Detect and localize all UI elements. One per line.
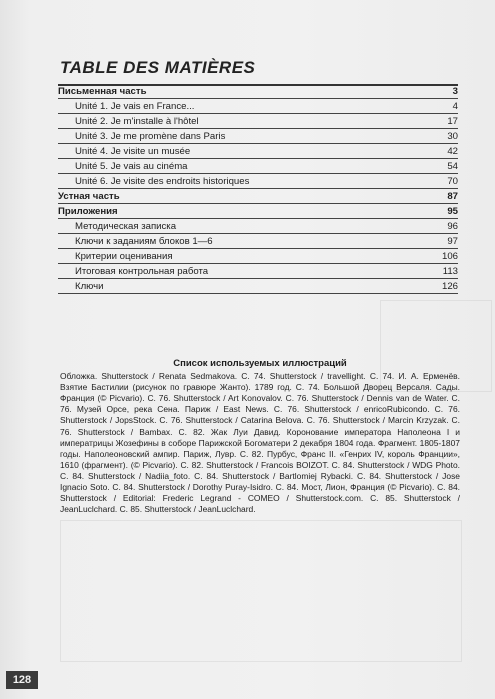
toc-entry-label: Итоговая контрольная работа — [75, 266, 209, 277]
toc-entry-row — [58, 144, 458, 159]
toc-entry-page: 54 — [447, 161, 458, 172]
toc-entry-label: Unité 4. Je visite un musée — [75, 146, 191, 157]
toc-entry-label: Unité 3. Je me promène dans Paris — [75, 131, 226, 142]
toc-entry-label: Методическая записка — [75, 221, 177, 232]
toc-section-row — [58, 204, 458, 219]
toc-entry-page: 87 — [447, 191, 458, 202]
toc-entry-row — [58, 219, 458, 234]
toc-entry-label: Unité 5. Je vais au cinéma — [75, 161, 188, 172]
toc-entry-page: 70 — [447, 176, 458, 187]
toc-entry-row — [58, 174, 458, 189]
page-title: TABLE DES MATIÈRES — [60, 58, 256, 77]
toc-entry-label: Ключи к заданиям блоков 1—6 — [75, 236, 213, 247]
illustrations-title: Список используемых иллюстраций — [173, 358, 347, 369]
toc-entry-row — [58, 264, 458, 279]
toc-section-row — [58, 189, 458, 204]
toc-entry-page: 96 — [447, 221, 458, 232]
toc-entry-label: Критерии оценивания — [75, 251, 173, 262]
toc-entry-page: 30 — [447, 131, 458, 142]
toc-entry-row — [58, 249, 458, 264]
toc-entry-page: 126 — [441, 281, 458, 292]
toc-entry-page: 97 — [447, 236, 458, 247]
toc-entry-row — [58, 99, 458, 114]
toc-entry-page: 95 — [447, 206, 458, 217]
toc-entry-row — [58, 234, 458, 249]
illustrations-section — [60, 358, 460, 515]
toc-entry-label: Приложения — [58, 206, 118, 217]
toc-entry-label: Устная часть — [58, 191, 120, 202]
toc-entry-row — [58, 159, 458, 174]
toc-entry-label: Письменная часть — [58, 86, 147, 97]
toc-entry-label: Unité 6. Je visite des endroits historiques — [75, 176, 250, 187]
toc-entry-label: Ключи — [75, 281, 104, 292]
toc-entry-page: 3 — [452, 86, 458, 97]
toc-entry-page: 113 — [442, 266, 458, 277]
toc-entry-page: 4 — [452, 101, 458, 112]
toc-entry-row — [58, 114, 458, 129]
page-number: 128 — [6, 671, 38, 689]
toc-entry-label: Unité 2. Je m'installe à l'hôtel — [75, 116, 199, 127]
table-of-contents — [58, 84, 458, 294]
bleed-through-table — [60, 520, 462, 662]
toc-entry-row — [58, 129, 458, 144]
toc-entry-label: Unité 1. Je vais en France... — [75, 101, 195, 112]
illustrations-text: Обложка. Shutterstock / Renata Sedmakova. С. 74. Shutterstock / travellight. С. 74. И. А. Ерменёв. Взятие Бастилии (рисунок по гравюре Жанто). 1789 год. С. 74. Большой Дворец Версаля. Сады. Франция (© Picvario). С. 76. Shutterstock / Art Konovalov. С. 76. Shutterstock / Dennis van de Water. С. 76. Музей Орсе, река Сена. Париж / East News. С. 76. Shutterstock / enricoRubicondo. С. 76. Shutterstock / JopsStock. С. 76. Shutterstock / Catarina Belova. С. 76. Shutterstock / Marcin Krzyzak. С. 76. Shutterstock / Bambax. С. 82. Жак Луи Давид. Коронование императора Наполеона I и императрицы Жозефины в соборе Парижской Богоматери 2 декабря 1804 года. Фрагмент. 1805-1807 годы. Наполеоновский ампир. Париж, Лувр. С. 82. Пурбус, Франс II. «Генрих IV, король Франции», 1610 (фрагмент). (© Picvario). С. 82. Shutterstock / Francois BOIZOT. С. 84. Shutterstock / WDG Photo. С. 84. Shutterstock / Nadiia_foto. С. 84. Shutterstock / Bartlomiej Rybacki. С. 84. Shutterstock / Jose Ignacio Soto. С. 84. Shutterstock / Dorothy Puray-Isidro. С. 84. Мост, Лион, Франция (© Picvario). С. 84. Shutterstock / Editorial: Frederic Legrand - COMEO / Shutterstock.com. С. 85. Shutterstock / JeanLuclchard. С. 85. Shutterstock / JeanLuclchard. — [60, 371, 460, 515]
toc-entry-page: 106 — [441, 251, 458, 262]
toc-entry-page: 17 — [447, 116, 458, 127]
toc-entry-row — [58, 279, 458, 294]
toc-section-row — [58, 84, 458, 99]
toc-entry-page: 42 — [447, 146, 458, 157]
